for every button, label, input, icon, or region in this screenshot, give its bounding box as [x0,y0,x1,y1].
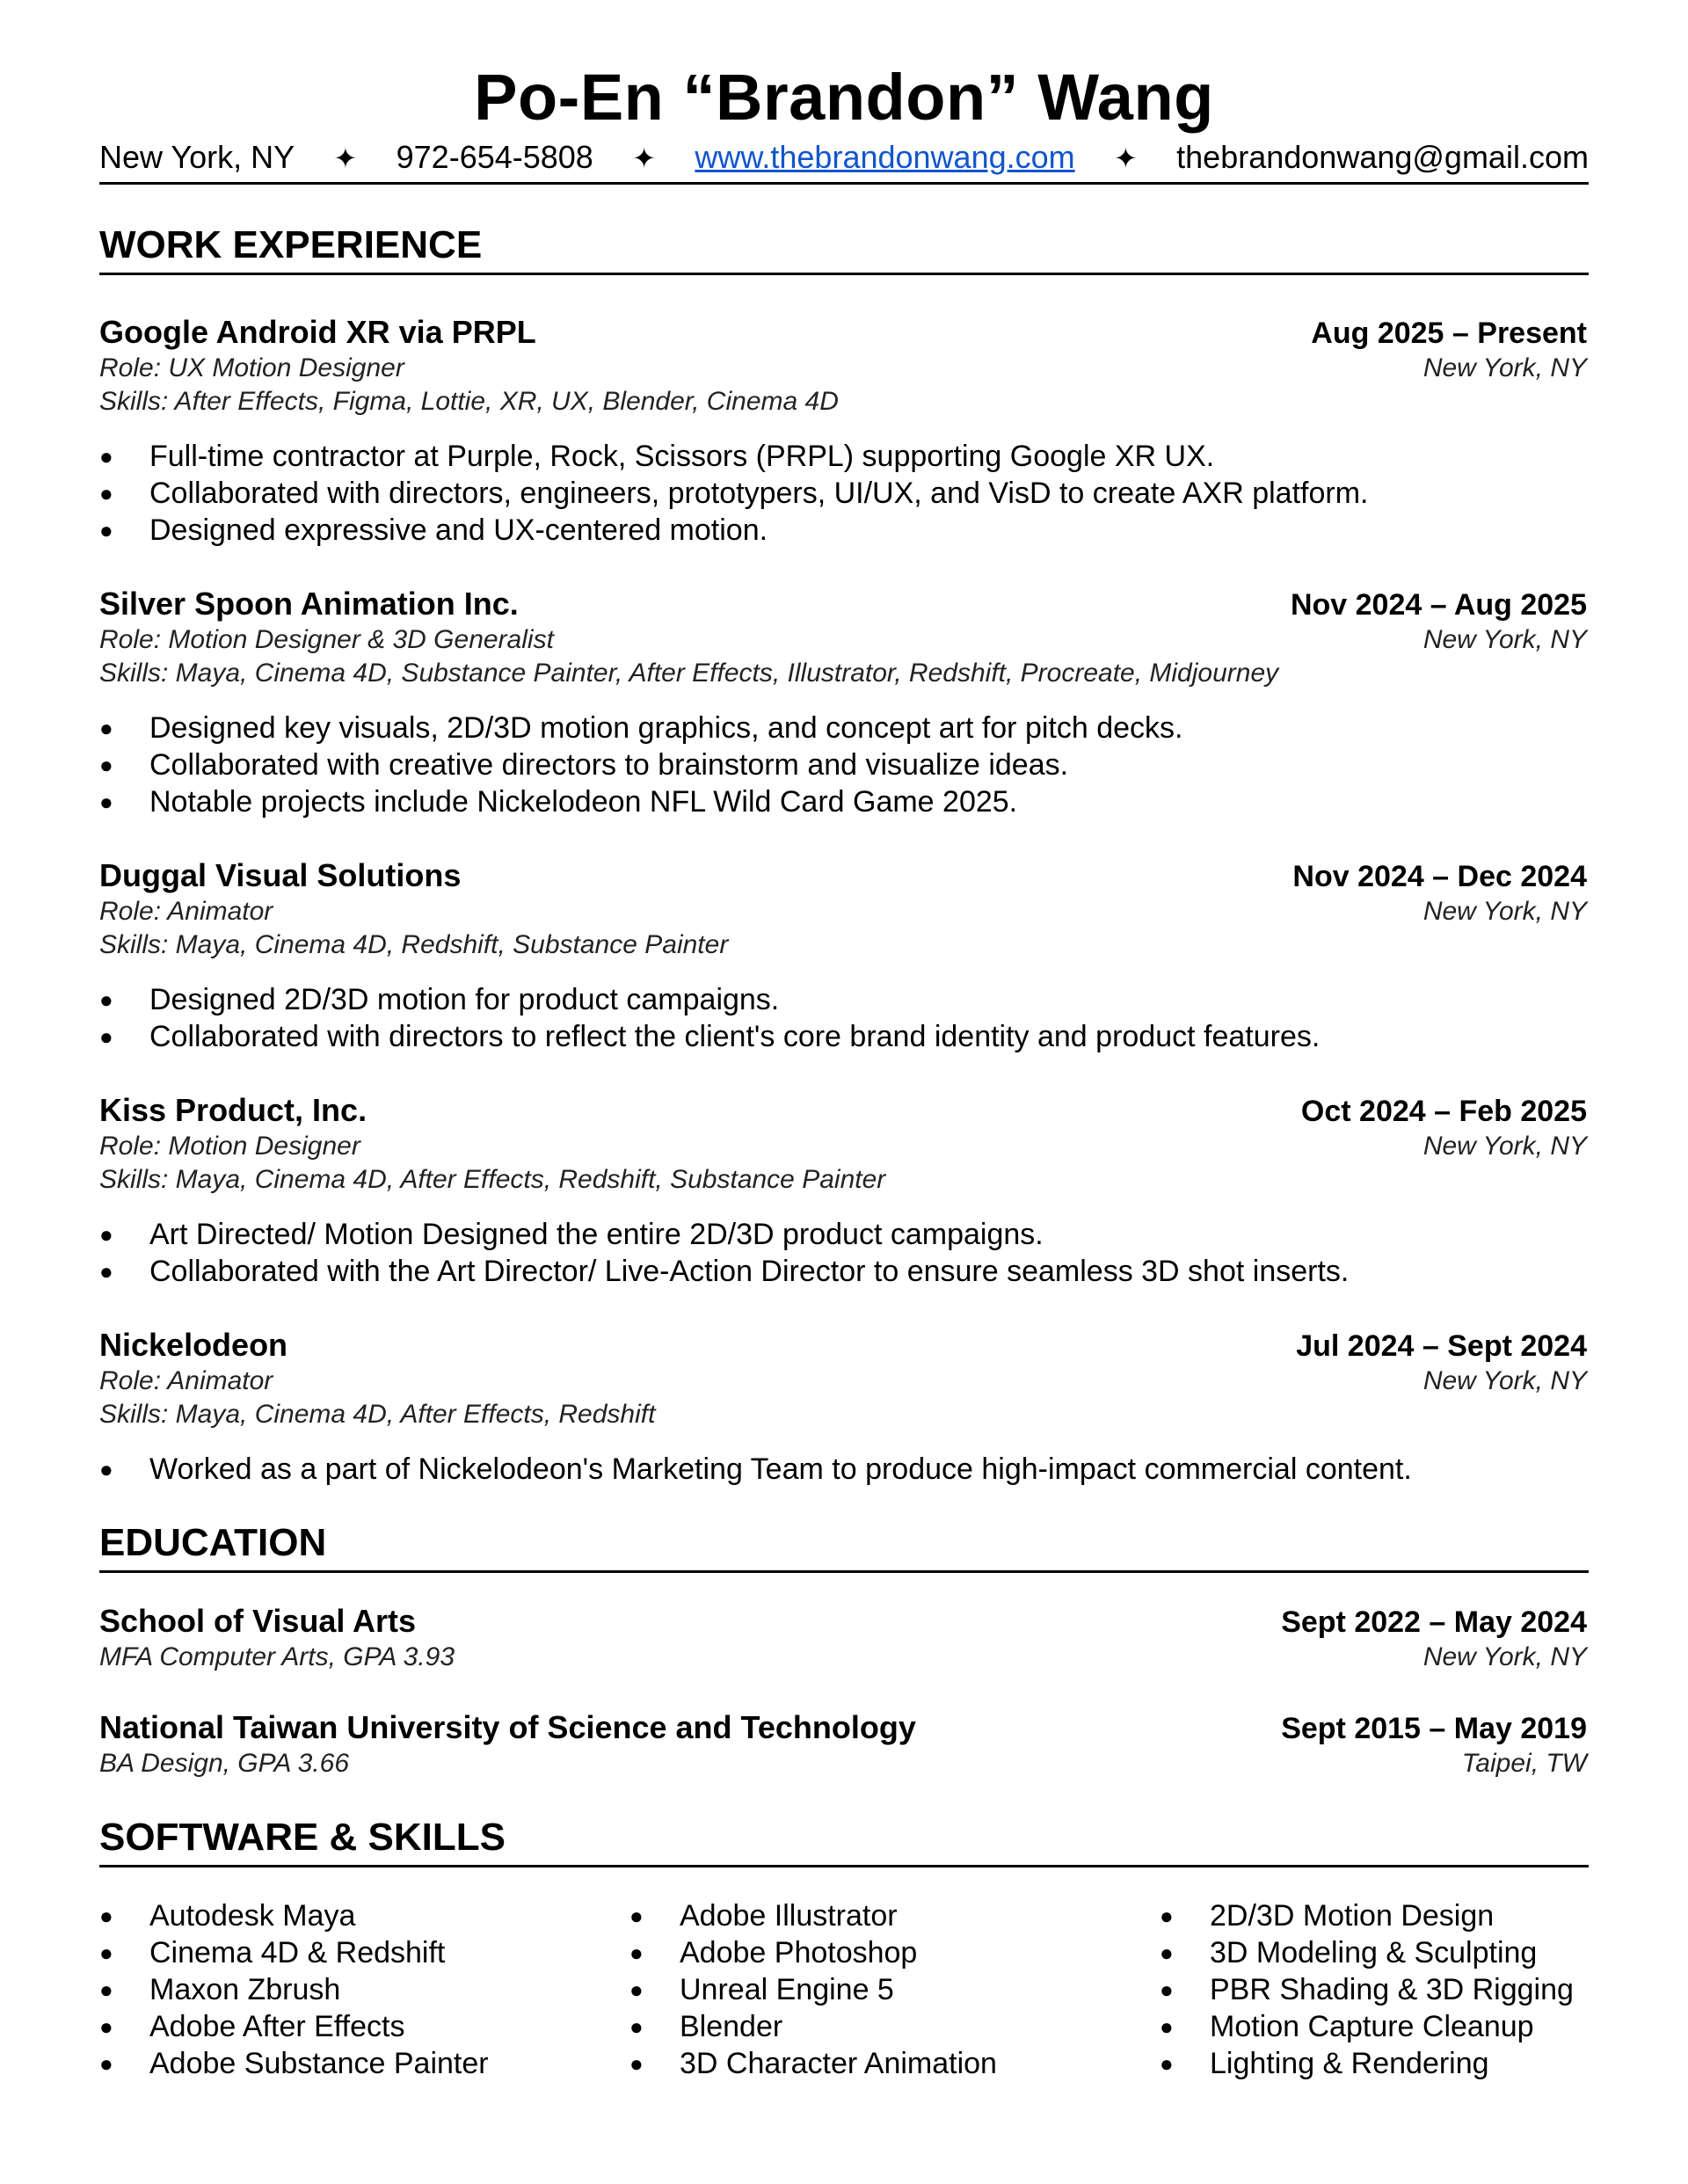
work-entry [99,857,1589,1055]
job-location: New York, NY [1422,897,1587,926]
company-name: Google Android XR via PRPL [99,314,536,350]
skill-item: ● 2D/3D Motion Design [1160,1897,1589,1934]
section-title-work-experience: WORK EXPERIENCE [99,223,1589,275]
bullet-item: ● Collaborated with the Art Director/ Live-Action Director to ensure seamless 3D shot inserts. [99,1253,1589,1290]
education-location: Taipei, TW [1461,1749,1587,1778]
job-bullets [99,1451,1589,1488]
skills-column [1160,1897,1589,2082]
company-name: Kiss Product, Inc. [99,1092,367,1128]
work-entry [99,314,1589,549]
job-role: Role: Motion Designer [99,1132,360,1161]
job-skills: Skills: Maya, Cinema 4D, Redshift, Substance Painter [99,930,729,959]
job-bullets [99,981,1589,1055]
job-dates: Jul 2024 – Sept 2024 [1296,1329,1587,1363]
bullet-item: ● Designed key visuals, 2D/3D motion graphics, and concept art for pitch decks. [99,710,1589,746]
skill-item: ● Motion Capture Cleanup [1160,2008,1589,2045]
bullet-item: ● Art Directed/ Motion Designed the entire 2D/3D product campaigns. [99,1216,1589,1253]
section-title-software-skills: SOFTWARE & SKILLS [99,1816,1589,1867]
job-bullets [99,438,1589,549]
bullet-item: ● Collaborated with creative directors to brainstorm and visualize ideas. [99,746,1589,783]
job-bullets [99,710,1589,820]
contact-phone: 972-654-5808 [396,139,593,175]
education-entry [99,1709,1589,1780]
job-role: Role: Animator [99,897,273,926]
school-name: School of Visual Arts [99,1603,417,1639]
bullet-item: ● Notable projects include Nickelodeon NFL Wild Card Game 2025. [99,783,1589,820]
star-separator-icon: ✦ [1113,142,1138,174]
job-role: Role: Motion Designer & 3D Generalist [99,625,554,654]
skill-item: ● Maxon Zbrush [99,1971,629,2008]
job-dates: Aug 2025 – Present [1311,317,1587,350]
bullet-item: ● Collaborated with directors, engineers, prototypers, UI/UX, and VisD to create AXR platform. [99,475,1589,512]
candidate-name: Po-En “Brandon” Wang [474,61,1214,134]
skill-item: ● Unreal Engine 5 [629,1971,1160,2008]
job-role: Role: Animator [99,1366,273,1395]
company-name: Duggal Visual Solutions [99,857,462,893]
bullet-item: ● Full-time contractor at Purple, Rock, Scissors (PRPL) supporting Google XR UX. [99,438,1589,475]
skills-grid [99,1897,1589,2082]
skill-item: ● Adobe After Effects [99,2008,629,2045]
job-location: New York, NY [1422,625,1587,654]
skill-item: ● Cinema 4D & Redshift [99,1934,629,1971]
school-name: National Taiwan University of Science and Technology [99,1709,916,1745]
company-name: Nickelodeon [99,1327,288,1363]
skill-item: ● PBR Shading & 3D Rigging [1160,1971,1589,2008]
contact-location: New York, NY [99,139,295,175]
skill-item: ● 3D Character Animation [629,2045,1160,2082]
job-skills: Skills: Maya, Cinema 4D, After Effects, Redshift, Substance Painter [99,1165,886,1194]
skill-item: ● Lighting & Rendering [1160,2045,1589,2082]
education-location: New York, NY [1422,1642,1587,1671]
skills-column [629,1897,1160,2082]
job-role: Role: UX Motion Designer [99,353,404,382]
bullet-item: ● Worked as a part of Nickelodeon's Marketing Team to produce high-impact commercial content. [99,1451,1589,1488]
work-entry [99,1092,1589,1290]
resume-page [99,0,1589,2082]
star-separator-icon: ✦ [333,142,358,174]
contact-email: thebrandonwang@gmail.com [1176,139,1589,175]
education-entry [99,1603,1589,1674]
contact-line [99,137,1589,185]
skill-item: ● Adobe Substance Painter [99,2045,629,2082]
education-dates: Sept 2015 – May 2019 [1281,1712,1587,1745]
skill-item: ● Autodesk Maya [99,1897,629,1934]
education-dates: Sept 2022 – May 2024 [1281,1605,1587,1639]
job-skills: Skills: Maya, Cinema 4D, Substance Painter, After Effects, Illustrator, Redshift, Procreate, Midjourney [99,659,1279,688]
job-bullets [99,1216,1589,1290]
bullet-item: ● Collaborated with directors to reflect the client's core brand identity and product features. [99,1018,1589,1055]
job-skills: Skills: After Effects, Figma, Lottie, XR, UX, Blender, Cinema 4D [99,387,839,416]
job-location: New York, NY [1422,1132,1587,1161]
job-skills: Skills: Maya, Cinema 4D, After Effects, Redshift [99,1400,656,1429]
skill-item: ● Adobe Illustrator [629,1897,1160,1934]
bullet-item: ● Designed 2D/3D motion for product campaigns. [99,981,1589,1018]
job-dates: Oct 2024 – Feb 2025 [1300,1095,1587,1128]
website-link[interactable]: www.thebrandonwang.com [695,139,1075,175]
job-dates: Nov 2024 – Dec 2024 [1292,860,1587,893]
degree: MFA Computer Arts, GPA 3.93 [99,1642,455,1671]
job-location: New York, NY [1422,353,1587,382]
skill-item: ● 3D Modeling & Sculpting [1160,1934,1589,1971]
section-title-education: EDUCATION [99,1521,1589,1573]
skill-item: ● Blender [629,2008,1160,2045]
company-name: Silver Spoon Animation Inc. [99,586,519,622]
job-dates: Nov 2024 – Aug 2025 [1290,588,1587,622]
work-entry [99,586,1589,820]
work-entry [99,1327,1589,1488]
degree: BA Design, GPA 3.66 [99,1749,350,1778]
bullet-item: ● Designed expressive and UX-centered motion. [99,512,1589,549]
job-location: New York, NY [1422,1366,1587,1395]
skill-item: ● Adobe Photoshop [629,1934,1160,1971]
skills-column [99,1897,629,2082]
star-separator-icon: ✦ [632,142,657,174]
